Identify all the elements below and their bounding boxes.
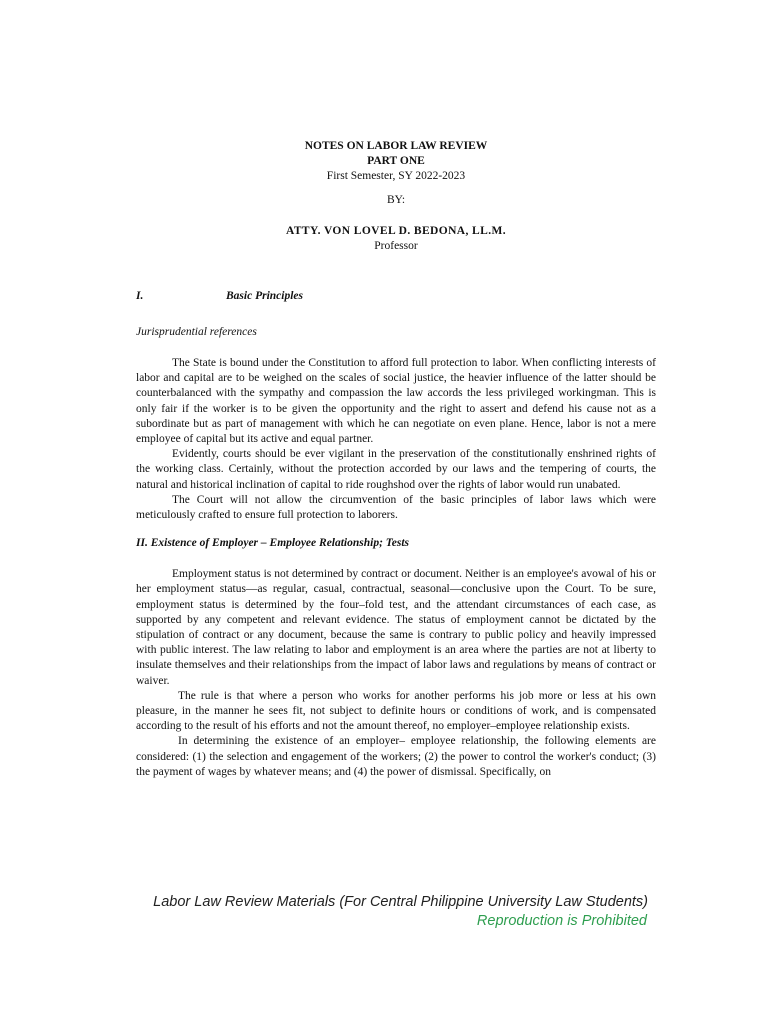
section-1-heading xyxy=(136,289,656,304)
document-title: NOTES ON LABOR LAW REVIEW xyxy=(304,140,488,152)
section-2-heading: II. Existence of Employer – Employee Relationship; Tests xyxy=(136,537,410,550)
paragraph: The Court will not allow the circumvention of the basic principles of labor laws which were meticulously crafted to ensure full protection to laborers. xyxy=(136,493,656,522)
document-part: PART ONE xyxy=(367,155,425,167)
semester-line: First Semester, SY 2022-2023 xyxy=(326,170,466,182)
page-footer xyxy=(0,893,768,931)
paragraph: Evidently, courts should be ever vigilant in the preservation of the constitutionally enshrined rights of the working class. Certainly, without the protection accorded by our laws and the tempering of courts, the natural and historical inclination of capital to ride roughshod over the rights of labor would run unabated. xyxy=(136,448,656,491)
document-header xyxy=(136,0,656,254)
author-role: Professor xyxy=(374,240,418,252)
paragraph: In determining the existence of an employer– employee relationship, the following elements are considered: (1) the selection and engagement of the workers; (2) the power to control the worker's conduct; (3) the payment of wages by whatever means; and (4) the power of dismissal. Specifically, on xyxy=(136,735,656,778)
paragraph: The State is bound under the Constitution to afford full protection to labor. When conflicting interests of labor and capital are to be weighed on the scales of social justice, the heavier influence of the latter should be counterbalanced with the sympathy and compassion the law accords the less privileged workingman. This is only fair if the worker is to be given the opportunity and the right to assert and defend his cause not as a subordinate but as part of management with which he can negotiate on even plane. Hence, labor is not a mere employee of capital but its active and equal partner. xyxy=(136,357,656,446)
paragraph: Employment status is not determined by contract or document. Neither is an employee's avowal of his or her employment status—as regular, casual, contractual, seasonal—conclusive upon the Court. To be sure, employment status is determined by the four–fold test, and the attendant circumstances of each case, as supported by any competent and relevant evidence. The status of employment cannot be dictated by the stipulation of contract or any document, because the same is contrary to public policy and heavily impressed with public interest. The law relating to labor and employment is an area where the parties are not at liberty to insulate themselves and their relationships from the impact of labor laws and regulations by means of contract or waiver. xyxy=(136,568,656,687)
author-name: ATTY. VON LOVEL D. BEDONA, LL.M. xyxy=(285,225,507,237)
footer-reproduction-note: Reproduction is Prohibited xyxy=(476,913,647,929)
footer-materials-note: Labor Law Review Materials (For Central Philippine University Law Students) xyxy=(153,894,648,910)
paragraph: The rule is that where a person who works for another performs his job more or less at his own pleasure, in the manner he sees fit, not subject to definite hours or conditions of work, and is compensated according to the result of his efforts and not the amount thereof, no employer–employee relationship exists. xyxy=(136,689,656,733)
section-1-number: I. xyxy=(136,290,144,302)
section-1-title: Basic Principles xyxy=(226,290,303,302)
by-line: BY: xyxy=(386,194,406,206)
section-1-subheading: Jurisprudential references xyxy=(136,326,257,338)
